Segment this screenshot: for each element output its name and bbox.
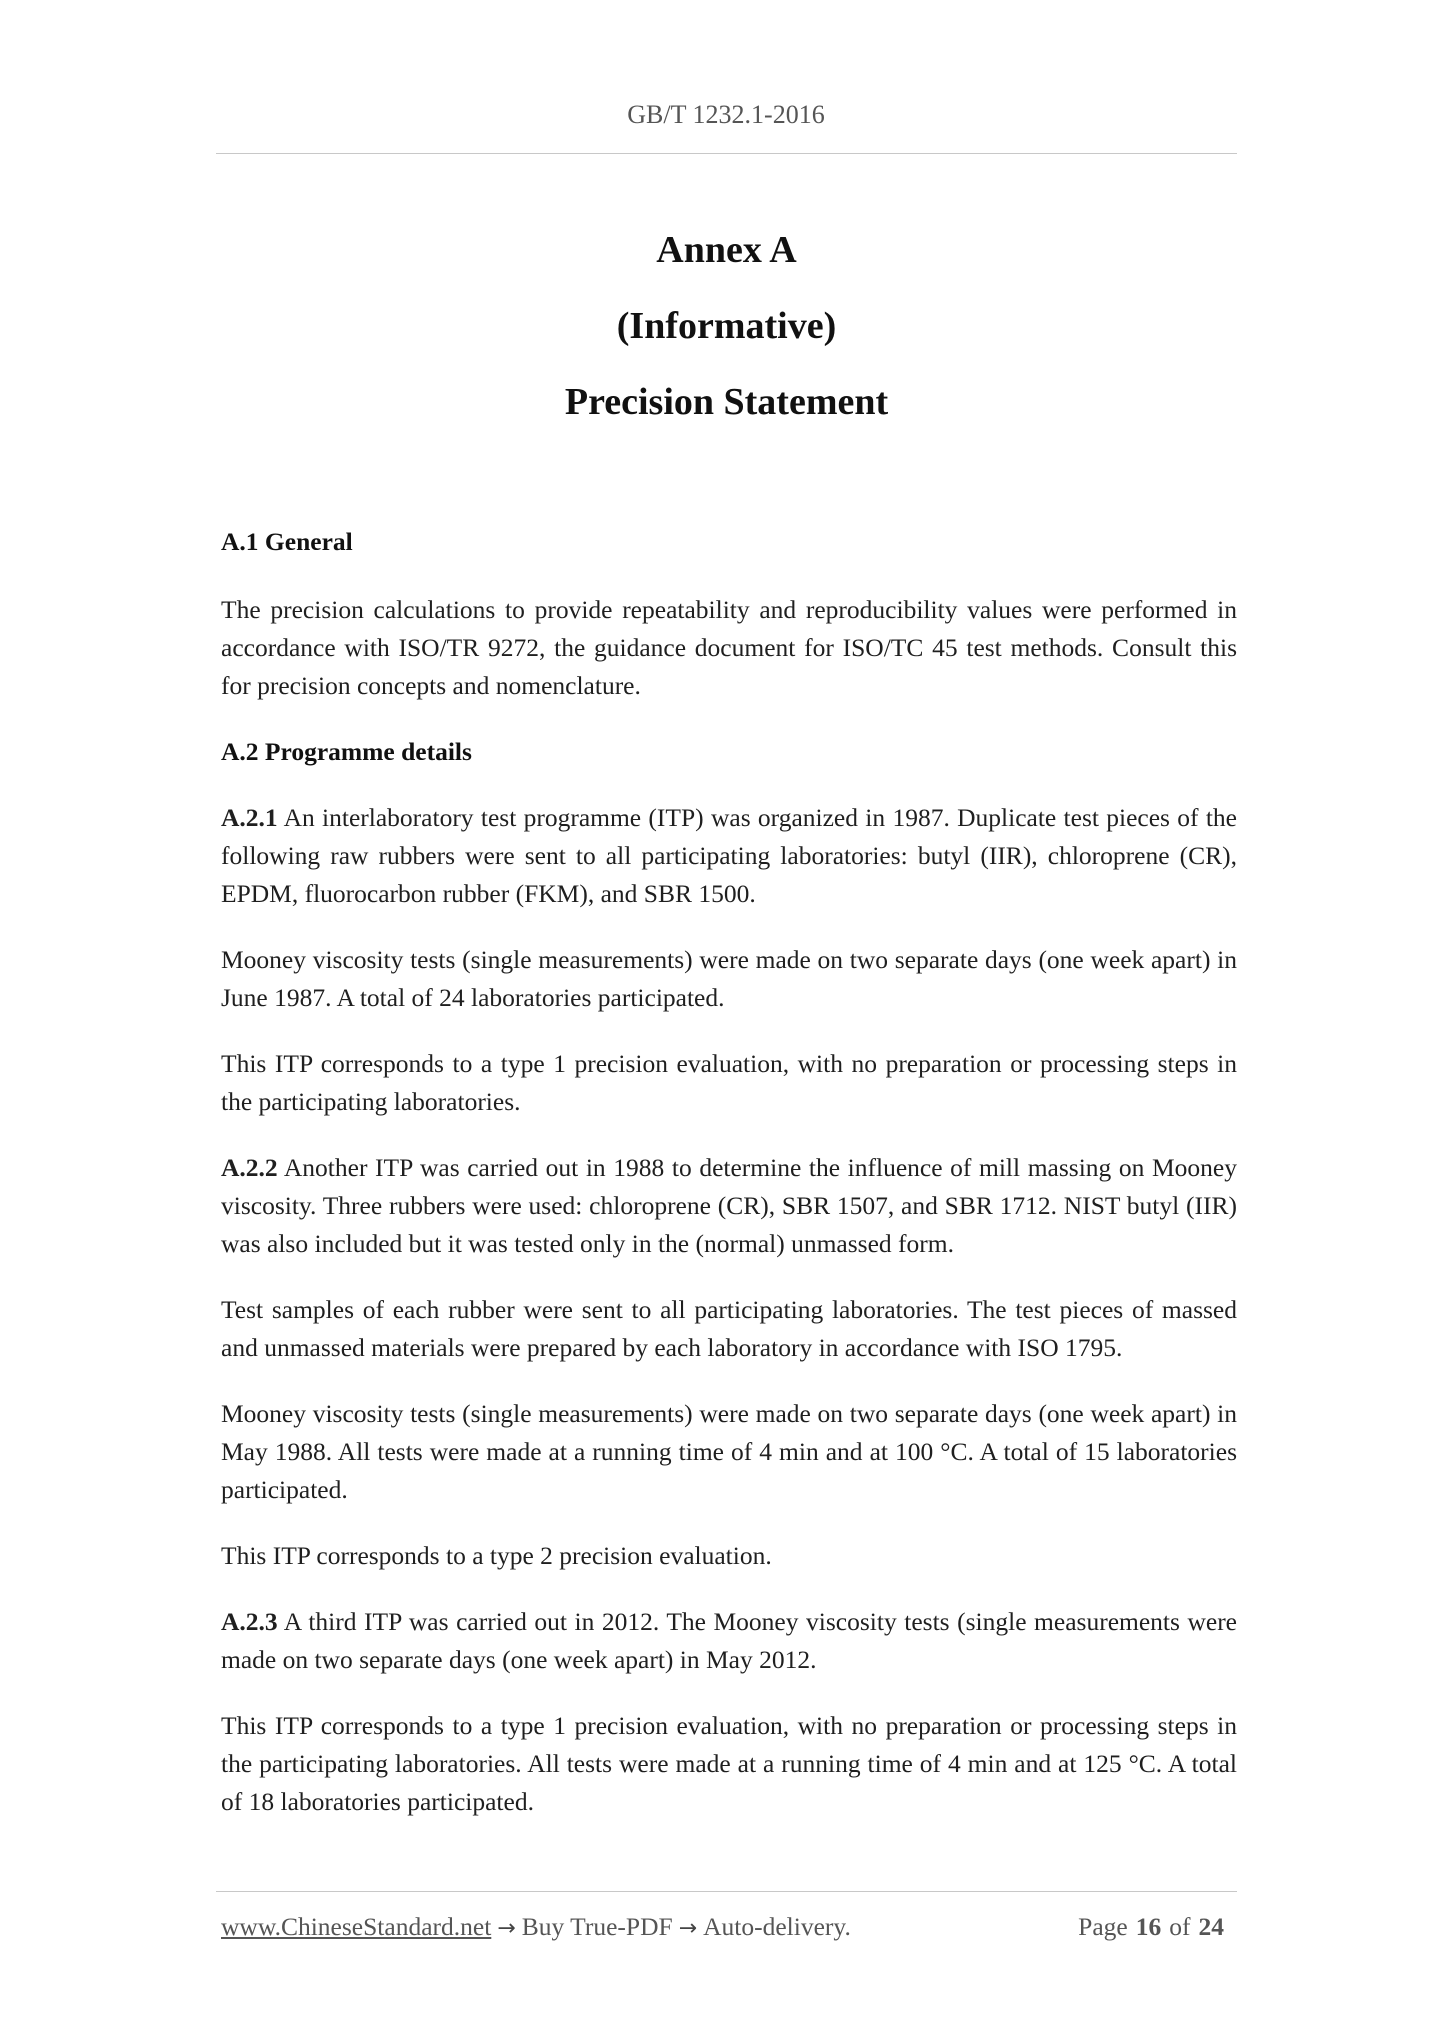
page-of: of xyxy=(1169,1912,1191,1941)
paragraph-a1: The precision calculations to provide repeatability and reproducibility values were performed in accordance with ISO/TR 9272, the guidance document for ISO/TC 45 test methods. Consult this for precision concepts and nomenclature. xyxy=(221,595,1237,700)
paragraph-a22-3: Mooney viscosity tests (single measurements) were made on two separate days (one week apart) in May 1988. All tests were made at a running time of 4 min and at 100 °C. A total of 15 laboratories participated. xyxy=(221,1399,1237,1504)
header-divider xyxy=(216,153,1237,154)
clause-text-a23: A third ITP was carried out in 2012. The Mooney viscosity tests (single measurements were made on two separate days (one week apart) in May 2012. xyxy=(221,1607,1237,1674)
clause-number-a23: A.2.3 xyxy=(221,1607,278,1636)
site-link[interactable]: www.ChineseStandard.net xyxy=(221,1912,492,1941)
right-arrow-icon: → xyxy=(678,1916,698,1941)
clause-a23 xyxy=(221,1603,1237,1679)
clause-number-a22: A.2.2 xyxy=(221,1153,278,1182)
section-heading-a1: A.1 General xyxy=(221,527,353,556)
delivery-text: Auto-delivery. xyxy=(703,1912,851,1941)
clause-a22 xyxy=(221,1149,1237,1263)
clause-text-a22: Another ITP was carried out in 1988 to determine the influence of mill massing on Mooney viscosity. Three rubbers were used: chloroprene (CR), SBR 1507, and SBR 1712. NIST butyl (IIR) was also included but it was tested only in the (normal) unmassed form. xyxy=(221,1153,1237,1258)
page-number xyxy=(1078,1912,1232,1942)
annex-title-block xyxy=(216,212,1237,440)
clause-a21 xyxy=(221,799,1237,913)
right-arrow-icon: → xyxy=(497,1916,516,1941)
page-current: 16 xyxy=(1135,1912,1162,1941)
footer-divider xyxy=(216,1891,1237,1892)
paragraph-a22-2: Test samples of each rubber were sent to all participating laboratories. The test pieces of massed and unmassed materials were prepared by each laboratory in accordance with ISO 1795. xyxy=(221,1295,1237,1362)
annex-type: (Informative) xyxy=(616,305,837,347)
buy-text: Buy True-PDF xyxy=(521,1912,673,1941)
document-header: GB/T 1232.1-2016 xyxy=(627,100,825,129)
paragraph-a23-2: This ITP corresponds to a type 1 precision evaluation, with no preparation or processing steps in the participating laboratories. All tests were made at a running time of 4 min and at 125 °C. A total of 18 laboratories participated. xyxy=(221,1711,1237,1816)
page-footer xyxy=(221,1912,1232,1942)
footer-promo xyxy=(221,1912,851,1942)
clause-text-a21: An interlaboratory test programme (ITP) was organized in 1987. Duplicate test pieces of the following raw rubbers were sent to all participating laboratories: butyl (IIR), chloroprene (CR), EPDM, fluorocarbon rubber (FKM), and SBR 1500. xyxy=(221,803,1237,908)
paragraph-a21-2: Mooney viscosity tests (single measurements) were made on two separate days (one week apart) in June 1987. A total of 24 laboratories participated. xyxy=(221,945,1237,1012)
paragraph-a22-4: This ITP corresponds to a type 2 precision evaluation. xyxy=(221,1541,772,1570)
page-total: 24 xyxy=(1198,1912,1224,1941)
annex-subject: Precision Statement xyxy=(564,381,889,423)
paragraph-a21-3: This ITP corresponds to a type 1 precision evaluation, with no preparation or processing steps in the participating laboratories. xyxy=(221,1049,1237,1116)
page-label: Page xyxy=(1078,1912,1128,1941)
section-heading-a2: A.2 Programme details xyxy=(221,737,472,766)
document-body xyxy=(221,523,1237,1849)
clause-number-a21: A.2.1 xyxy=(221,803,278,832)
annex-title: Annex A xyxy=(656,229,797,271)
